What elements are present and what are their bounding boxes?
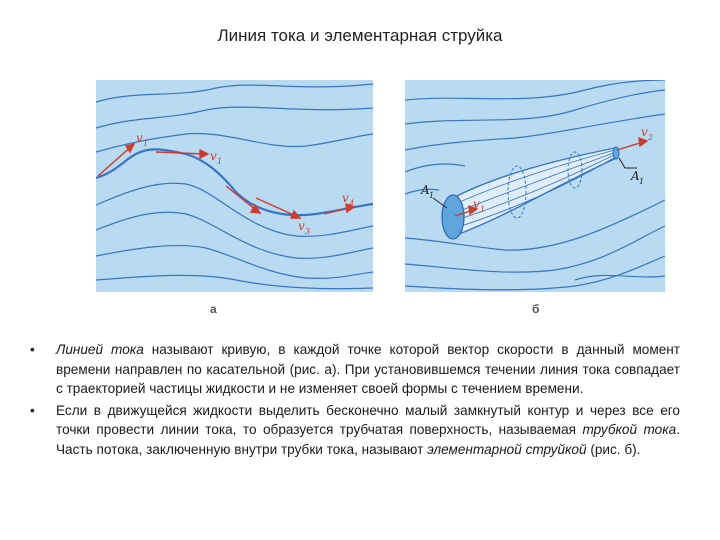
cross-section-a1: [442, 195, 464, 239]
label-v4-sub: 4: [349, 199, 355, 208]
label-v2-sub: 2: [648, 133, 654, 142]
term-stream-tube: трубкой тока: [582, 422, 677, 438]
figure-b-stream-tube: [405, 80, 665, 292]
term-elementary-stream: элементарной струйкой: [427, 441, 587, 457]
bullet-text: [56, 403, 680, 457]
bullet-streamline-definition: [30, 340, 680, 399]
bullet-text-part: (рис. б).: [586, 441, 641, 457]
label-v4: v: [342, 191, 349, 205]
term-streamline: Линией тока: [56, 342, 144, 357]
label-a1-left: A: [421, 183, 430, 197]
figure-a-drawing: [96, 80, 373, 292]
figure-a-streamline: [96, 80, 373, 292]
bullet-text-part: . Часть потока, заключенную внутри трубки тока, называют: [56, 422, 680, 457]
label-v1-a: v: [136, 131, 143, 145]
bullet-text: [56, 342, 680, 396]
label-v1-sub: 1: [480, 205, 486, 214]
bullet-text-part: Если в движущейся жидкости выделить бесконечно малый замкнутый контур и через все его точки провести линии тока, то образуется трубчатая поверхность, называемая: [56, 402, 680, 438]
label-a1-left-sub: 1: [429, 191, 435, 200]
label-a1-right: A: [631, 169, 640, 183]
label-v1-a-sub: 1: [143, 139, 149, 148]
label-a1-right-sub: 1: [639, 177, 645, 186]
bullet-marker: •: [30, 342, 35, 357]
label-v1-b: v: [210, 149, 217, 163]
label-v2: v: [641, 125, 648, 139]
label-v3-sub: 3: [305, 227, 311, 236]
body-text: [30, 340, 680, 460]
water-background: [96, 80, 373, 292]
bullet-marker: •: [30, 402, 35, 418]
cross-section-a1-right: [613, 147, 619, 159]
label-v3: v: [298, 219, 305, 233]
bullet-text-part: называют кривую, в каждой точке которой вектор скорости в данный момент времени направлен по касательной (рис. а). При установившемся течении линия тока совпадает с траекторией частицы жидкости и не изменяет своей формы с течением времени.: [56, 342, 680, 397]
figure-b-drawing: [405, 80, 665, 292]
figure-a-caption: а: [210, 302, 217, 316]
label-v1-b-sub: 1: [217, 157, 223, 166]
bullet-stream-tube-definition: [30, 401, 680, 460]
label-v1: v: [473, 197, 480, 211]
figure-b-caption: б: [532, 302, 540, 316]
page-title: Линия тока и элементарная струйка: [217, 26, 503, 45]
